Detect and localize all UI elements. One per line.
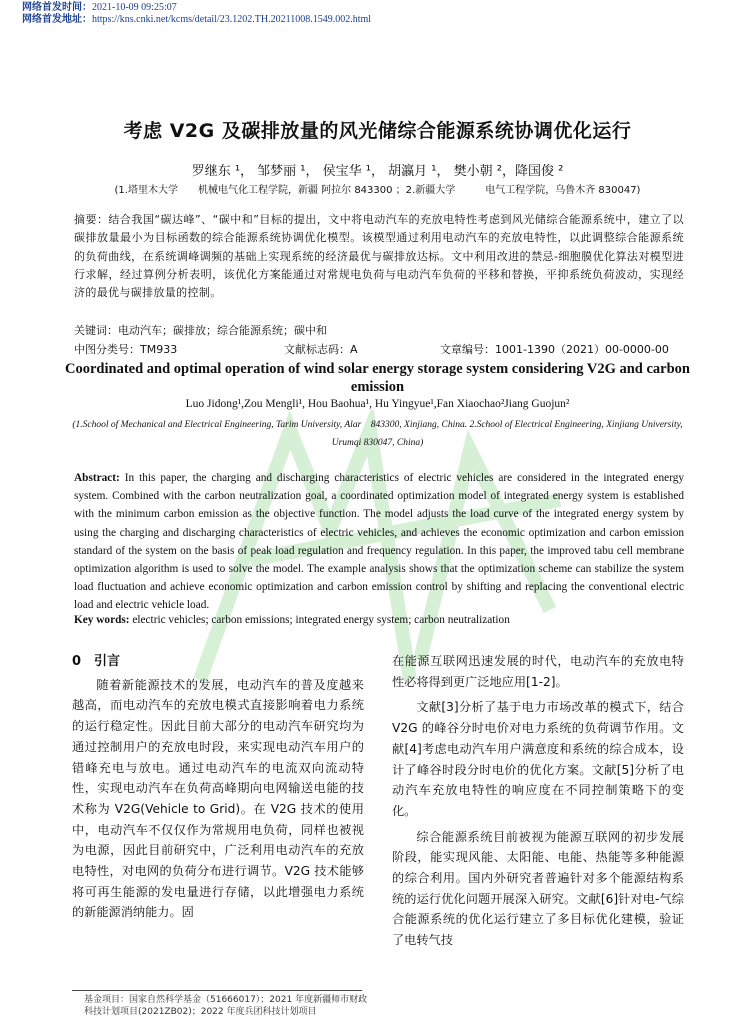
keywords-en-label: Key words: — [74, 614, 130, 626]
paper-title-cn: 考虑 V2G 及碳排放量的风光储综合能源系统协调优化运行 — [123, 120, 632, 142]
keywords-en-text: electric vehicles; carbon emissions; integrated energy system; carbon neutralization — [129, 614, 510, 626]
online-date: 2021-10-09 09:25:07 — [92, 2, 177, 13]
footnote-divider — [72, 990, 362, 991]
document-code: 文献标志码：A — [284, 343, 358, 356]
clc-number: 中图分类号：TM933 — [74, 343, 178, 356]
abstract-en-text: In this paper, the charging and discharging characteristics of electric vehicles are considered in the integrated energy system. Combined with the carbon neutralization goal, a coordinated optimization model of integrated energy system is established with the minimum carbon emission as the objective function. The model adjusts the load curve of the integrated energy system by using the charging and discharging characteristics of electric vehicles, and achieves the economic optimization and carbon emission standard of the system on the basis of peak load regulation and frequency regulation. In this paper, the improved tabu cell membrane optimization algorithm is used to solve the model. The example analysis shows that the optimization scheme can stabilize the system load fluctuation and achieve economic optimization and carbon emission control by shifting and replacing the conventional electric load and electric vehicle load. — [74, 472, 684, 612]
authors-cn: 罗继东 ¹， 邹梦丽 ¹， 侯宝华 ¹， 胡瀛月 ¹， 樊小朝 ²，降国俊 ² — [191, 164, 564, 179]
online-date-label: 网络首发时间： — [22, 2, 92, 13]
section-heading: 0 引言 — [72, 654, 121, 669]
online-url-line — [22, 14, 371, 26]
body-column-left — [72, 652, 364, 923]
abstract-en-label: Abstract: — [74, 472, 120, 484]
abstract-cn: 摘要：结合我国“碳达峰”、“碳中和”目标的提出，文中将电动汽车的充放电特性考虑到风光储综合能源系统中，建立了以碳排放量最小为目标函数的综合能源系统协调优化模型。该模型通过利用电动汽车的充放电特性，以此调整综合能源系统的负荷曲线，在系统调峰调频的基础上实现系统的经济最优与碳排放达标。文中利用改进的禁忌-细胞膜优化算法对模型进行求解，经过算例分析表明，该优化方案能通过对常规电负荷与电动汽车负荷的平移和替换，平抑系统负荷波动，实现经济的最优与碳排放量的控制。 — [74, 213, 684, 300]
keywords-cn: 关键词：电动汽车；碳排放；综合能源系统；碳中和 — [74, 324, 327, 337]
online-url-link[interactable]: https://kns.cnki.net/kcms/detail/23.1202.TH.20211008.1549.002.html — [92, 14, 372, 25]
keywords-en — [74, 614, 684, 626]
abstract-en — [74, 469, 684, 615]
paragraph: 在能源互联网迅速发展的时代，电动汽车的充放电特性必将得到更广泛地应用[1-2]。 — [392, 654, 684, 689]
paragraph: 随着新能源技术的发展，电动汽车的普及度越来越高，而电动汽车的充放电模式直接影响着电力系统的运行稳定性。因此目前大部分的电动汽车研究均为通过控制用户的充放电时段，来实现电动汽车用户的错峰充电与放电。通过电动汽车的电流双向流动特性，实现电动汽车在负荷高峰期向电网输送电能的技术称为 V2G(Vehicle to Grid)。在 V2G 技术的使用中，电动汽车不仅仅作为常规用电负荷，同样也被视为电源，因此目前研究中，广泛利用电动汽车的充放电特性，对电网的负荷分布进行调节。V2G 技术能够将可再生能源的发电量进行存储，以此增强电力系统的新能源消纳能力。固 — [72, 677, 364, 920]
funding-footnote: 基金项目：国家自然科学基金（51666017）；2021 年度新疆师市财政科技计划项目(2021ZB02)；2022 年度兵团科技计划项目 — [84, 995, 368, 1017]
article-number: 文章编号：1001-1390（2021）00-0000-00 — [440, 343, 669, 356]
online-url-label: 网络首发地址： — [22, 14, 92, 25]
affiliation-en: (1.School of Mechanical and Electrical Engineering, Tarim University, Alar 843300, Xinjiang, China. 2.School of Electrical Engineering, Xinjiang University, Urumqi 830047, China) — [72, 420, 683, 448]
body-column-right — [392, 651, 684, 951]
affiliation-cn: (1.塔里木大学 机械电气化工程学院，新疆 阿拉尔 843300 ；2.新疆大学 电气工程学院，乌鲁木齐 830047) — [114, 185, 641, 196]
paragraph: 文献[3]分析了基于电力市场改革的模式下，结合 V2G 的峰谷分时电价对电力系统的负荷调节作用。文献[4]考虑电动汽车用户满意度和系统的综合成本，设计了峰谷时段分时电价的优化方案。文献[5]分析了电动汽车充放电特性的响应度在不同控制策略下的变化。 — [392, 700, 684, 818]
paper-title-en: Coordinated and optimal operation of wind solar energy storage system considering V2G and carbon emission — [65, 361, 690, 395]
online-date-line — [22, 2, 177, 14]
authors-en: Luo Jidong¹,Zou Mengli¹, Hou Baohua¹, Hu Yingyue¹,Fan Xiaochao²Jiang Guojun² — [185, 398, 570, 410]
paragraph: 综合能源系统目前被视为能源互联网的初步发展阶段，能实现风能、太阳能、电能、热能等多种能源的综合利用。国内外研究者普遍针对多个能源结构系统的运行优化问题开展深入研究。文献[6]针对电-气综合能源系统的优化运行建立了多目标优化建模，验证了电转气技 — [392, 829, 684, 948]
